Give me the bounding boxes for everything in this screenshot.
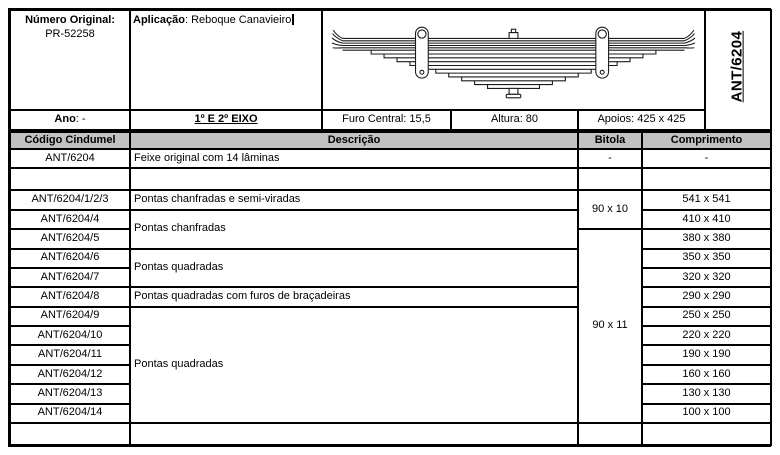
leaf-spring-drawing-icon: [323, 11, 704, 109]
bitola-cell: 90 x 11: [578, 229, 642, 423]
furo-central-cell: Furo Central: 15,5: [322, 110, 451, 130]
comprimento-cell: 190 x 190: [642, 345, 771, 364]
comprimento-cell: [642, 168, 771, 190]
eixo-cell: 1º E 2º EIXO: [130, 110, 322, 130]
document-frame: [8, 8, 771, 447]
table-row: [10, 149, 771, 168]
part-code-vertical: ANT/6204: [728, 30, 746, 102]
table-row: [10, 210, 771, 229]
comprimento-cell: 160 x 160: [642, 365, 771, 384]
text-cursor: [292, 14, 294, 25]
table-row: [10, 287, 771, 306]
code-cell: ANT/6204: [10, 149, 130, 168]
bitola-cell: -: [578, 149, 642, 168]
code-cell: ANT/6204/6: [10, 249, 130, 268]
apoios-cell: Apoios: 425 x 425: [578, 110, 705, 130]
code-cell: ANT/6204/1/2/3: [10, 190, 130, 209]
table-row: [10, 190, 771, 209]
code-cell: ANT/6204/8: [10, 287, 130, 306]
comprimento-cell: 220 x 220: [642, 326, 771, 345]
aplicacao-field[interactable]: [130, 10, 322, 110]
altura-cell: Altura: 80: [451, 110, 578, 130]
bitola-cell: [578, 168, 642, 190]
comprimento-cell: 380 x 380: [642, 229, 771, 248]
code-cell: [10, 168, 130, 190]
table-header-row: [10, 132, 771, 149]
ano-cell: [10, 110, 130, 130]
comprimento-cell: 250 x 250: [642, 307, 771, 326]
table-row: [10, 249, 771, 268]
code-cell: ANT/6204/7: [10, 268, 130, 287]
code-cell: ANT/6204/11: [10, 345, 130, 364]
comprimento-cell: 541 x 541: [642, 190, 771, 209]
desc-cell: [130, 423, 578, 445]
col-header-codigo: Código Cindumel: [10, 132, 130, 149]
table-row: [10, 307, 771, 326]
comprimento-cell: 290 x 290: [642, 287, 771, 306]
code-cell: ANT/6204/9: [10, 307, 130, 326]
desc-cell: Feixe original com 14 lâminas: [130, 149, 578, 168]
col-header-bitola: Bitola: [578, 132, 642, 149]
desc-cell: Pontas quadradas: [130, 249, 578, 288]
table-row-empty: [10, 168, 771, 190]
numero-original-cell: [10, 10, 130, 110]
table-row-empty: [10, 423, 771, 445]
code-cell: ANT/6204/4: [10, 210, 130, 229]
code-cell: ANT/6204/12: [10, 365, 130, 384]
numero-original-label: Número Original:: [25, 14, 115, 26]
numero-original-value: PR-52258: [45, 27, 95, 40]
desc-cell: Pontas quadradas com furos de braçadeiras: [130, 287, 578, 306]
header-section: [9, 9, 772, 131]
col-header-descricao: Descrição: [130, 132, 578, 149]
code-cell: ANT/6204/13: [10, 384, 130, 403]
ano-label: Ano: [54, 113, 76, 126]
comprimento-cell: 410 x 410: [642, 210, 771, 229]
comprimento-cell: 130 x 130: [642, 384, 771, 403]
desc-cell: Pontas chanfradas: [130, 210, 578, 249]
comprimento-cell: 100 x 100: [642, 404, 771, 424]
code-cell: ANT/6204/5: [10, 229, 130, 248]
comprimento-cell: 320 x 320: [642, 268, 771, 287]
leaf-spring-drawing-cell: [322, 10, 705, 110]
code-cell: ANT/6204/10: [10, 326, 130, 345]
comprimento-cell: -: [642, 149, 771, 168]
desc-cell: Pontas chanfradas e semi-viradas: [130, 190, 578, 209]
ano-value: : -: [75, 113, 86, 126]
code-cell: [10, 423, 130, 445]
aplicacao-label: Aplicação: [133, 14, 185, 26]
comprimento-cell: 350 x 350: [642, 249, 771, 268]
part-code-cell: [705, 10, 771, 130]
bitola-cell: [578, 423, 642, 445]
comprimento-cell: [642, 423, 771, 445]
bitola-cell: 90 x 10: [578, 190, 642, 229]
aplicacao-value: : Reboque Canavieiro: [184, 14, 292, 26]
code-cell: ANT/6204/14: [10, 404, 130, 424]
parts-table: [9, 131, 772, 446]
col-header-comprimento: Comprimento: [642, 132, 771, 149]
desc-cell: [130, 168, 578, 190]
desc-cell: Pontas quadradas: [130, 307, 578, 423]
